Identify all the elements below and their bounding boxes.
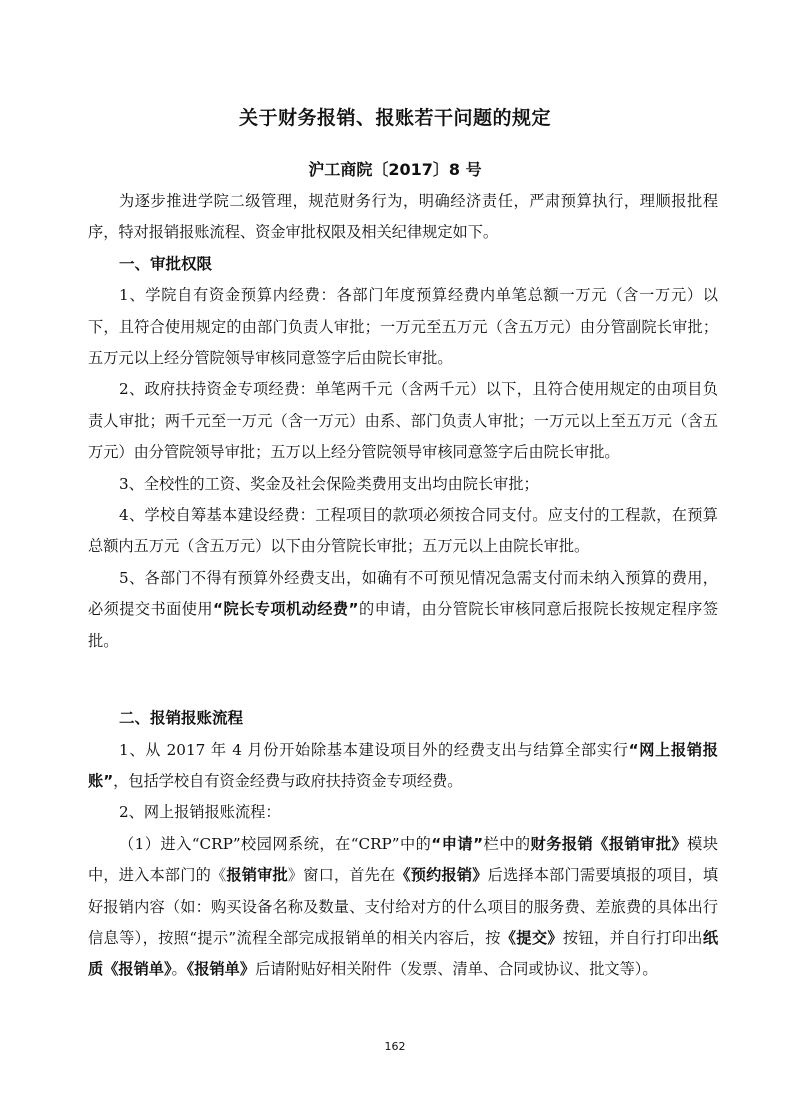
page-number: 162 (384, 1040, 406, 1053)
section-1-paragraph-1: 1、学院自有资金预算内经费：各部门年度预算经费内单笔总额一万元（含一万元）以下，且符合使用规定的由部门负责人审批；一万元至五万元（含五万元）由分管副院长审批；五万元以上经分管院领导审核同意签字后由院长审批。 (88, 286, 718, 368)
text-run: ，包括学校自有资金经费与政府扶持资金专项经费。 (113, 771, 463, 790)
section-2-heading: 二、报销报账流程 (119, 709, 244, 728)
text-run: 模块中，进入本部门的《 (88, 834, 719, 885)
intro-paragraph: 为逐步推进学院二级管理，规范财务行为，明确经济责任，严肃预算执行，理顺报批程序，特对报销报账流程、资金审批权限及相关纪律规定如下。 (88, 192, 718, 242)
text-run: 5、各部门不得有预算外经费支出，如确有不可预见情况急需支付而未纳入预算的费用，必须提交书面使用 (88, 568, 718, 619)
text-run: 的申请，由分管院长审核同意后报院长按规定程序签批。 (88, 600, 719, 650)
emphasis-text: 《预约报销》 (395, 866, 488, 885)
text-run: 栏中的 (483, 834, 531, 853)
emphasis-text: “申请” (431, 834, 484, 853)
section-2-paragraph-3 (88, 829, 718, 986)
text-run: 后选择本部门需要填报的项目，填好报销内容（如：购买设备名称及数量、支付给对方的什么项目的服务费、差旅费的具体出行信息等），按照“提示”流程全部完成报销单的相关内容后，按 (88, 866, 719, 947)
emphasis-text: “网上报销报账” (88, 740, 718, 790)
emphasis-text: 《提交》 (500, 928, 563, 947)
text-run: 1、从 2017 年 4 月份开始除基本建设项目外的经费支出与结算全部实行 (119, 740, 629, 759)
text-run: 按钮，并自行打印出 (562, 928, 703, 947)
section-1-paragraph-5 (88, 563, 718, 657)
section-2-paragraph-1 (88, 735, 718, 798)
section-1-heading: 一、审批权限 (119, 254, 213, 273)
emphasis-text: 财务报销《报销审批》 (530, 834, 688, 853)
section-2-paragraph-2: 2、网上报销报账流程： (119, 803, 281, 822)
document-number: 沪工商院〔2017〕8 号 (308, 160, 482, 179)
section-1-paragraph-3: 3、全校性的工资、奖金及社会保险类费用支出均由院长审批； (119, 474, 539, 493)
emphasis-text: 《报销单》 (186, 960, 256, 979)
text-run: （1）进入“CRP”校园网系统，在“CRP”中的 (119, 834, 432, 853)
text-run: 》窗口，首先在 (287, 866, 396, 885)
emphasis-text: 报销审批 (226, 866, 288, 885)
emphasis-text: “院长专项机动经费” (213, 600, 359, 619)
text-run: 后请附贴好相关附件（发票、清单、合同或协议、批文等）。 (255, 960, 658, 979)
section-1-paragraph-2: 2、政府扶持资金专项经费：单笔两千元（含两千元）以下，且符合使用规定的由项目负责人审批；两千元至一万元（含一万元）由系、部门负责人审批；一万元以上至五万元（含五万元）由分管院领导审批；五万以上经分管院领导审核同意签字后由院长审批。 (88, 380, 718, 462)
document-body (88, 186, 718, 986)
text-run: 。 (171, 960, 187, 979)
section-spacer (88, 657, 718, 703)
emphasis-text: 纸质《报销单》 (88, 928, 718, 979)
document-title: 关于财务报销、报账若干问题的规定 (238, 107, 551, 129)
section-1-paragraph-4: 4、学校自筹基本建设经费：工程项目的款项必须按合同支付。应支付的工程款，在预算总额内五万元（含五万元）以下由分管院长审批；五万元以上由院长审批。 (88, 506, 718, 556)
